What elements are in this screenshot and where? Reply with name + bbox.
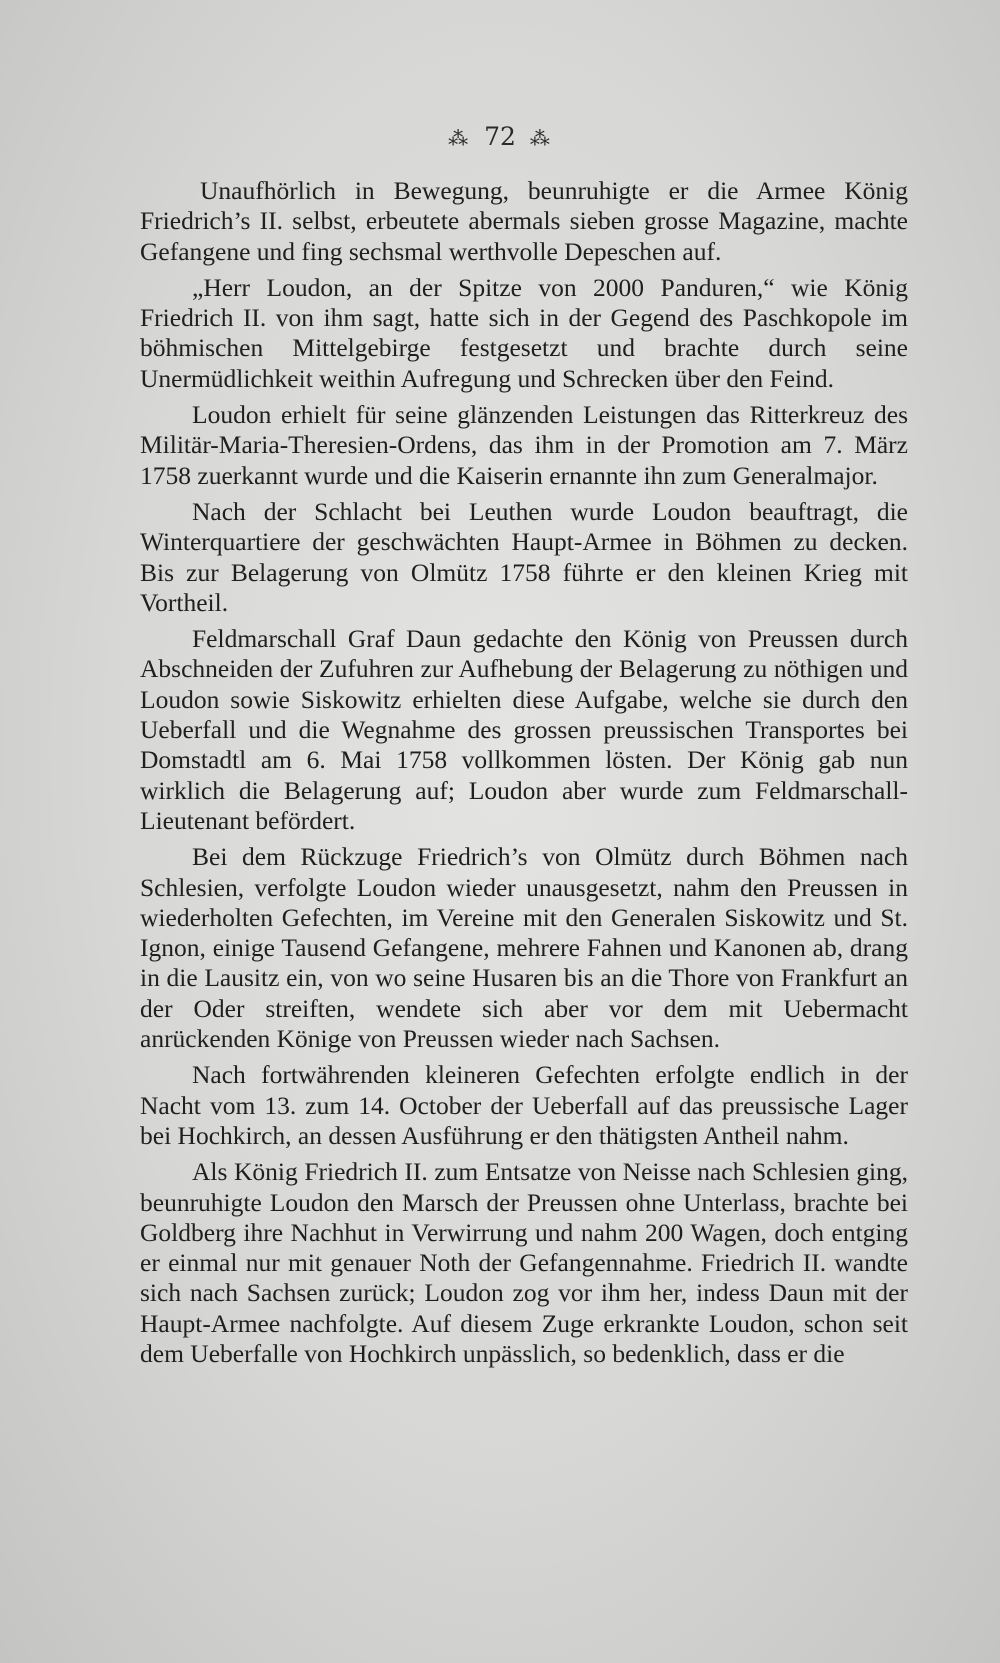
ornament-right-icon: ⁂ — [529, 126, 552, 150]
paragraph: Nach der Schlacht bei Leuthen wurde Loudon beauftragt, die Winterquartiere der geschwächten Haupt-Armee in Böhmen zu decken. Bis zur Belagerung von Olmütz 1758 führte er den kleinen Krieg mit Vortheil. — [140, 496, 908, 617]
paragraph: Als König Friedrich II. zum Entsatze von Neisse nach Schlesien ging, beunruhigte Loudon den Marsch der Preussen ohne Unterlass, brachte bei Goldberg ihre Nachhut in Verwirrung und nahm 200 Wagen, doch entging er einmal nur mit genauer Noth der Gefangennahme. Friedrich II. wandte sich nach Sachsen zurück; Loudon zog vor ihm her, indess Daun mit der Haupt-Armee nachfolgte. Auf diesem Zuge erkrankte Loudon, schon seit dem Ueberfalle von Hochkirch unpässlich, so bedenklich, dass er die — [140, 1157, 908, 1368]
paragraph: Bei dem Rückzuge Friedrich’s von Olmütz durch Böhmen nach Schlesien, verfolgte Loudon wieder unausgesetzt, nahm den Preussen in wiederholten Gefechten, im Vereine mit den Generalen Siskowitz und St. Ignon, einige Tausend Gefangene, mehrere Fahnen und Kanonen ab, drang in die Lausitz ein, von wo seine Husaren bis an die Thore von Frankfurt an der Oder streiften, wendete sich aber vor dem mit Uebermacht anrückenden Könige von Preussen wieder nach Sachsen. — [140, 842, 908, 1054]
paragraph: Nach fortwährenden kleineren Gefechten erfolgte endlich in der Nacht vom 13. zum 14. October der Ueberfall auf das preussische Lager bei Hochkirch, an dessen Ausführung er den thätigsten Antheil nahm. — [140, 1060, 908, 1150]
paragraph: Feldmarschall Graf Daun gedachte den König von Preussen durch Abschneiden der Zufuhren zur Aufhebung der Belagerung zu nöthigen und Loudon sowie Siskowitz erhielten diese Aufgabe, welche sie durch den Ueberfall und die Wegnahme des grossen preussischen Transportes bei Domstadtl am 6. Mai 1758 vollkommen lösten. Der König gab nun wirklich die Belagerung auf; Loudon aber wurde zum Feldmarschall-Lieutenant befördert. — [140, 624, 908, 835]
page-header — [0, 122, 1000, 151]
paragraph: „Herr Loudon, an der Spitze von 2000 Panduren,“ wie König Friedrich II. von ihm sagt, hatte sich in der Gegend des Paschkopole im böhmischen Mittelgebirge festgesetzt und brachte durch seine Unermüdlichkeit weithin Aufregung und Schrecken über den Feind. — [140, 272, 908, 393]
page-number: 72 — [484, 122, 516, 151]
body-text — [140, 176, 908, 1369]
paragraph: Unaufhörlich in Bewegung, beunruhigte er die Armee König Friedrich’s II. selbst, erbeutete abermals sieben grosse Magazine, machte Gefangene und fing sechsmal werthvolle Depeschen auf. — [140, 176, 908, 266]
paragraph: Loudon erhielt für seine glänzenden Leistungen das Ritterkreuz des Militär-Maria-Theresien-Ordens, das ihm in der Promotion am 7. März 1758 zuerkannt wurde und die Kaiserin ernannte ihn zum Generalmajor. — [140, 400, 908, 490]
ornament-left-icon: ⁂ — [448, 126, 471, 150]
